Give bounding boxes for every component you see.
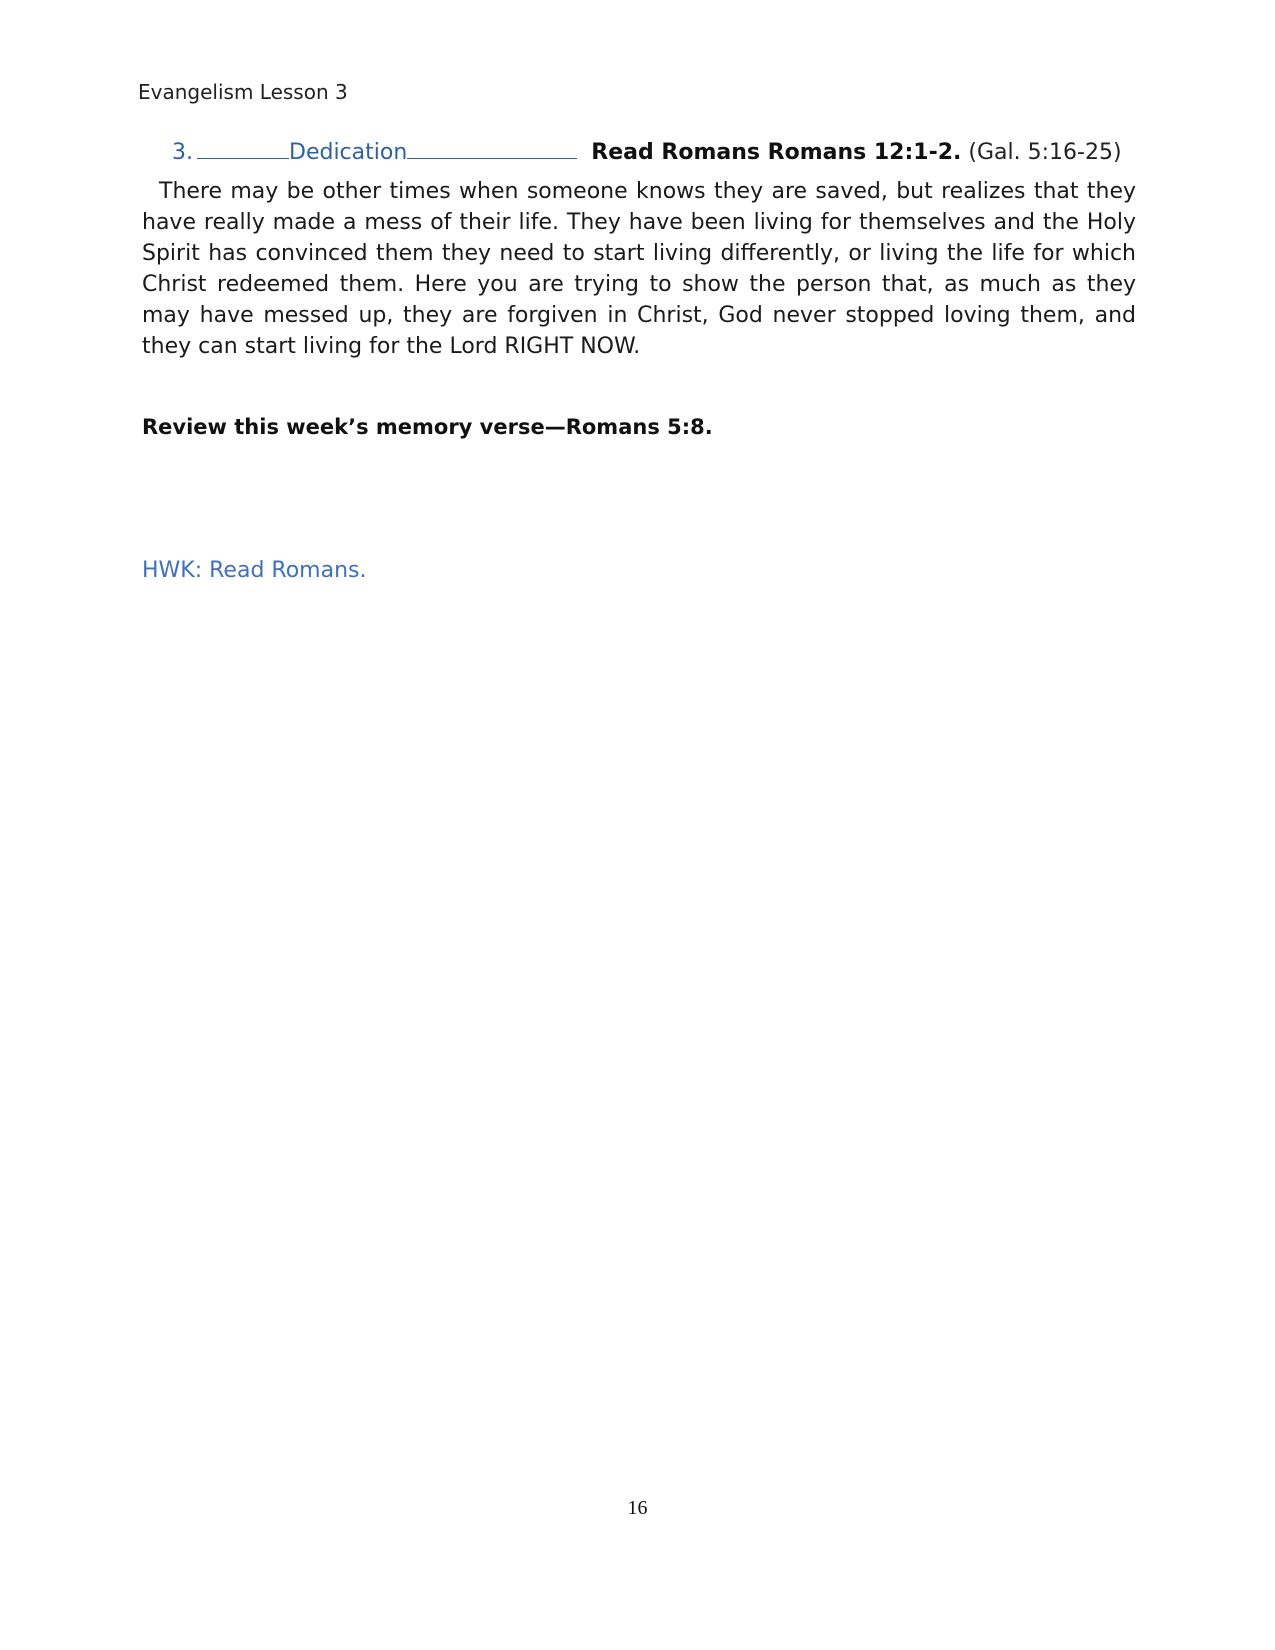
fill-in-blank-trailing: [407, 136, 577, 159]
homework-note: HWK: Read Romans.: [142, 558, 367, 583]
fill-in-item-3: [172, 136, 1122, 165]
scripture-cross-reference: (Gal. 5:16-25): [968, 140, 1122, 165]
fill-in-answer: Dedication: [289, 140, 408, 165]
document-header: Evangelism Lesson 3: [138, 80, 348, 104]
memory-verse-review: Review this week’s memory verse—Romans 5:8.: [142, 415, 713, 439]
body-paragraph: There may be other times when someone knows they are saved, but realizes that they have really made a mess of their life. They have been living for themselves and the Holy Spirit has convinced them they need to start living differently, or living the life for which Christ redeemed them. Here you are trying to show the person that, as much as they may have messed up, they are forgiven in Christ, God never stopped loving them, and they can start living for the Lord RIGHT NOW.: [142, 179, 1136, 359]
page-number: 16: [627, 1497, 648, 1519]
item-number: 3.: [172, 140, 193, 165]
fill-in-blank-leading: [197, 136, 289, 159]
scripture-reference: Read Romans Romans 12:1-2.: [591, 140, 962, 165]
